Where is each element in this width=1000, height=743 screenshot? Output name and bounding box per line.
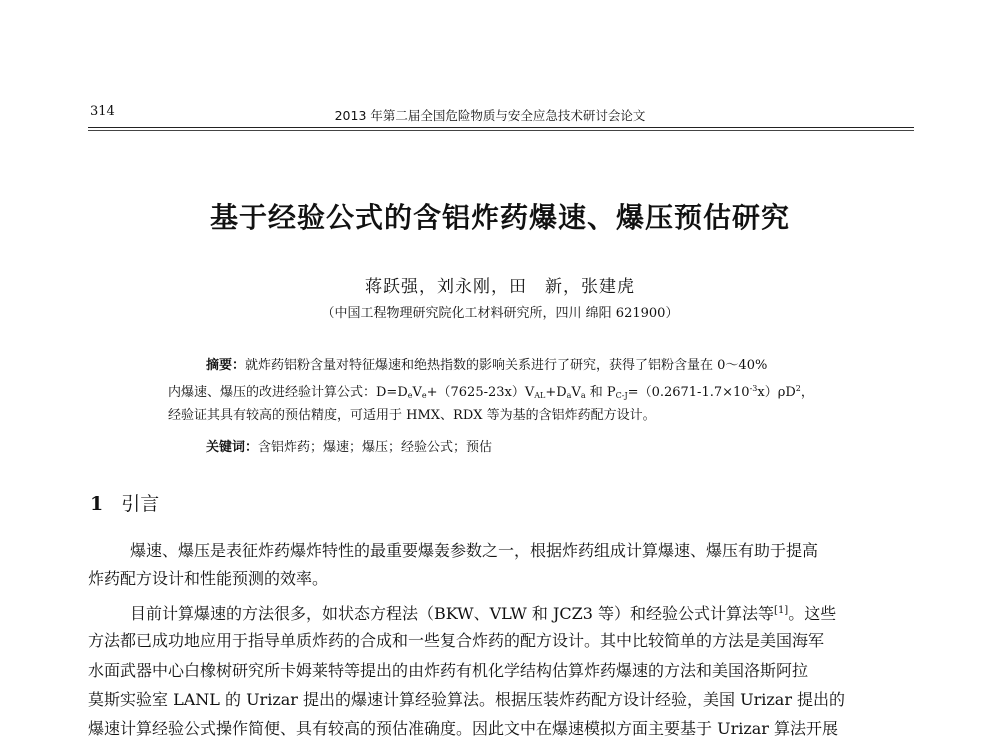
formula-part: V xyxy=(412,385,422,400)
author-list: 蒋跃强，刘永刚，田 新，张建虎 xyxy=(365,277,635,297)
formula-subscript: AL xyxy=(534,391,546,400)
formula-superscript: -3 xyxy=(749,384,758,393)
section-title: 引言 xyxy=(121,493,160,515)
citation-ref: [1] xyxy=(774,605,789,616)
affiliation: （中国工程物理研究院化工材料研究所，四川 绵阳 621900） xyxy=(321,306,679,321)
body-text-line xyxy=(130,597,836,628)
section-number: 1 xyxy=(90,493,104,515)
header-rule xyxy=(88,127,914,128)
formula-part: 内爆速、爆压的改进经验计算公式：D=D xyxy=(168,385,408,400)
keywords-label: 关键词： xyxy=(206,440,259,455)
body-text-line: 水面武器中心白橡树研究所卡姆莱特等提出的由炸药有机化学结构估算炸药爆速的方法和美国洛斯阿拉 xyxy=(88,661,809,680)
formula-subscript: a xyxy=(580,391,586,400)
formula-part: x）ρD xyxy=(757,385,796,400)
abstract-label: 摘要： xyxy=(206,358,246,373)
section-heading xyxy=(90,489,159,516)
abstract-text-1: 就炸药铝粉含量对特征爆速和绝热指数的影响关系进行了研究，获得了铝粉含量在 0～40% xyxy=(245,358,768,373)
body-text-line: 方法都已成功地应用于指导单质炸药的合成和一些复合炸药的配方设计。其中比较简单的方法是美国海军 xyxy=(88,631,825,650)
keywords-text: 含铝炸药；爆速；爆压；经验公式；预估 xyxy=(258,440,493,455)
abstract-line-1 xyxy=(206,355,886,376)
body-text-part: 。这些 xyxy=(788,604,837,623)
formula-part: +（7625-23x）V xyxy=(426,385,535,400)
formula-part: 和 P xyxy=(585,385,616,400)
formula-subscript: a xyxy=(566,391,572,400)
formula-part: +D xyxy=(545,385,567,400)
body-text-part: 目前计算爆速的方法很多，如状态方程法（BKW、VLW 和 JCZ3 等）和经验公式计算法等 xyxy=(130,604,775,623)
formula-part: ， xyxy=(800,385,814,400)
abstract-line-2 xyxy=(168,378,848,406)
formula-subscript: C-J xyxy=(615,391,628,400)
abstract-line-3: 经验证其具有较高的预估精度，可适用于 HMX、RDX 等为基的含铝炸药配方设计。 xyxy=(168,408,656,423)
formula-part: =（0.2671-1.7×10 xyxy=(627,385,750,400)
formula-subscript: e xyxy=(407,391,413,400)
formula-subscript: e xyxy=(421,391,427,400)
page-number: 314 xyxy=(90,104,115,119)
keywords-line xyxy=(206,437,886,458)
formula-superscript: 2 xyxy=(795,384,801,393)
paper-title: 基于经验公式的含铝炸药爆速、爆压预估研究 xyxy=(209,201,790,234)
body-text-line: 爆速计算经验公式操作简便、具有较高的预估准确度。因此文中在爆速模拟方面主要基于 Urizar 算法开展 xyxy=(88,719,839,738)
running-header: 2013 年第二届全国危险物质与安全应急技术研讨会论文 xyxy=(334,108,646,123)
body-text-line: 爆速、爆压是表征炸药爆炸特性的最重要爆轰参数之一，根据炸药组成计算爆速、爆压有助于提高 xyxy=(130,541,819,560)
header-rule-thin xyxy=(88,130,914,131)
formula-part: V xyxy=(571,385,581,400)
body-text-line: 莫斯实验室 LANL 的 Urizar 提出的爆速计算经验算法。根据压装炸药配方设计经验，美国 Urizar 提出的 xyxy=(88,690,846,709)
body-text-line: 炸药配方设计和性能预测的效率。 xyxy=(88,569,329,588)
